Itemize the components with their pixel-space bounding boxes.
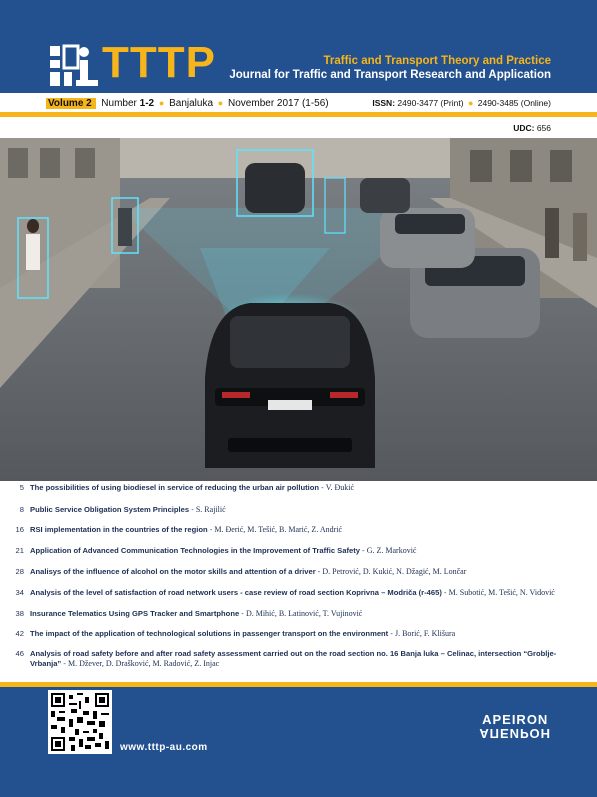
toc-page-number: 34 [15,588,24,597]
toc-title: RSI implementation in the countries of the region [30,525,208,534]
udc-code [513,123,551,133]
journal-title-line2: Journal for Traffic and Transport Research and Application [229,69,551,81]
toc-title: Application of Advanced Communication Technologies in the Improvement of Traffic Safety [30,546,360,555]
toc-page-number: 5 [19,483,24,492]
issn-details [372,98,551,108]
toc-page-number: 8 [19,505,24,514]
toc-title: Analisys of the influence of alcohol on the motor skills and attention of a driver [30,567,316,576]
header-rule [0,112,597,117]
publisher-name: APEIRON [482,712,549,727]
qr-code-graphic [51,693,109,751]
separator-dot-icon: ● [467,98,474,108]
separator-dot-icon: ● [217,98,224,108]
toc-title: Analysis of road safety before and after road safety assessment carried out on the road section no. 16 Banja luka – Celinac, intersection “Groblje-Vrbanja” [30,649,557,668]
journal-title [229,54,551,82]
udc-value: 656 [536,123,551,133]
toc-title: The possibilities of using biodiesel in service of reducing the urban air pollution [30,483,320,492]
publisher-name-mirrored: АПЕИРОН [479,726,551,741]
toc-authors: V. Đukić [325,483,355,492]
number-label: Number [101,98,137,109]
website-link[interactable]: www.tttp-au.com [120,742,208,753]
toc-title: Analysis of the level of satisfaction of road network users - case review of road section Koprivna – Modriča (r-465) [30,588,442,597]
toc-page-number: 28 [15,567,24,576]
toc-page-number: 16 [15,525,24,534]
issn-online: 2490-3485 (Online) [477,98,551,108]
tttp-logo-icon [48,44,100,88]
street-scene-illustration [0,138,597,481]
separator-dot-icon: ● [158,98,165,108]
toc-authors: J. Borić, F. Klišura [394,629,456,638]
toc-authors: D. Petrović, D. Kukić, N. Džagić, M. Lončar [322,567,467,576]
toc-page-number: 46 [15,649,24,658]
toc-page-number: 42 [15,629,24,638]
logo-wordmark: TTTP [102,38,216,87]
table-of-contents: 5 The possibilities of using biodiesel in service of reducing the urban air pollution - V. Đukić 8 Public Service Obligation System Principles - S. Rajilić 16 RSI implementation in the countries of the region - M. Đerić, M. Tešić, B. Marić, Z. Andrić 21 Application of Advanced Communication Technologies in the Improvement of Traffic Safety - G. Z. Marković 28 Analisys of the influence of alcohol on the motor skills and attention of a driver - D. Petrović, D. Kukić, N. Džagić, M. Lončar 34 Analysis of the level of satisfaction of road network users - case review of road section Koprivna – Modriča (r-465) - M. Subotić, M. Tešić, N. Vidović 38 Insurance Telematics Using GPS Tracker and Smartphone - D. Mihić, B. Latinović, T. Vujinović 42 The impact of the application of technological solutions in passenger transport on the environment - J. Borić, F. Klišura 46 Analysis of road safety before and after road safety assessment carried out on the road section no. 16 Banja luka – Celinac, intersection “Groblje-Vrbanja” - M. Džever, D. Drašković, M. Radović, Z. Injac [0,483,597,673]
issn-label: ISSN: [372,98,396,108]
toc-authors: M. Subotić, M. Tešić, N. Vidović [448,588,555,597]
journal-title-line1: Traffic and Transport Theory and Practice [323,55,551,67]
issue-place: Banjaluka [169,98,214,109]
qr-code-icon[interactable] [48,690,112,754]
number-value: 1-2 [139,98,155,109]
toc-title: Insurance Telematics Using GPS Tracker and Smartphone [30,609,240,618]
cover-header [0,0,597,93]
cover-photo [0,138,597,481]
toc-authors: S. Rajilić [195,505,226,514]
issue-date: November 2017 (1-56) [228,98,329,109]
toc-authors: D. Mihić, B. Latinović, T. Vujinović [245,609,363,618]
issn-print: 2490-3477 (Print) [397,98,464,108]
udc-label: UDC: [513,123,535,133]
toc-authors: G. Z. Marković [366,546,417,555]
journal-logo [48,38,228,88]
volume-badge: Volume 2 [46,98,96,109]
toc-authors: M. Đerić, M. Tešić, B. Marić, Z. Andrić [214,525,343,534]
issue-details [46,98,329,109]
toc-page-number: 21 [15,546,24,555]
toc-page-number: 38 [15,609,24,618]
publisher-logo [479,712,551,741]
toc-title: Public Service Obligation System Principles [30,505,190,514]
toc-authors: M. Džever, D. Drašković, M. Radović, Z. Injac [67,659,220,668]
toc-title: The impact of the application of technological solutions in passenger transport on the environment [30,629,389,638]
